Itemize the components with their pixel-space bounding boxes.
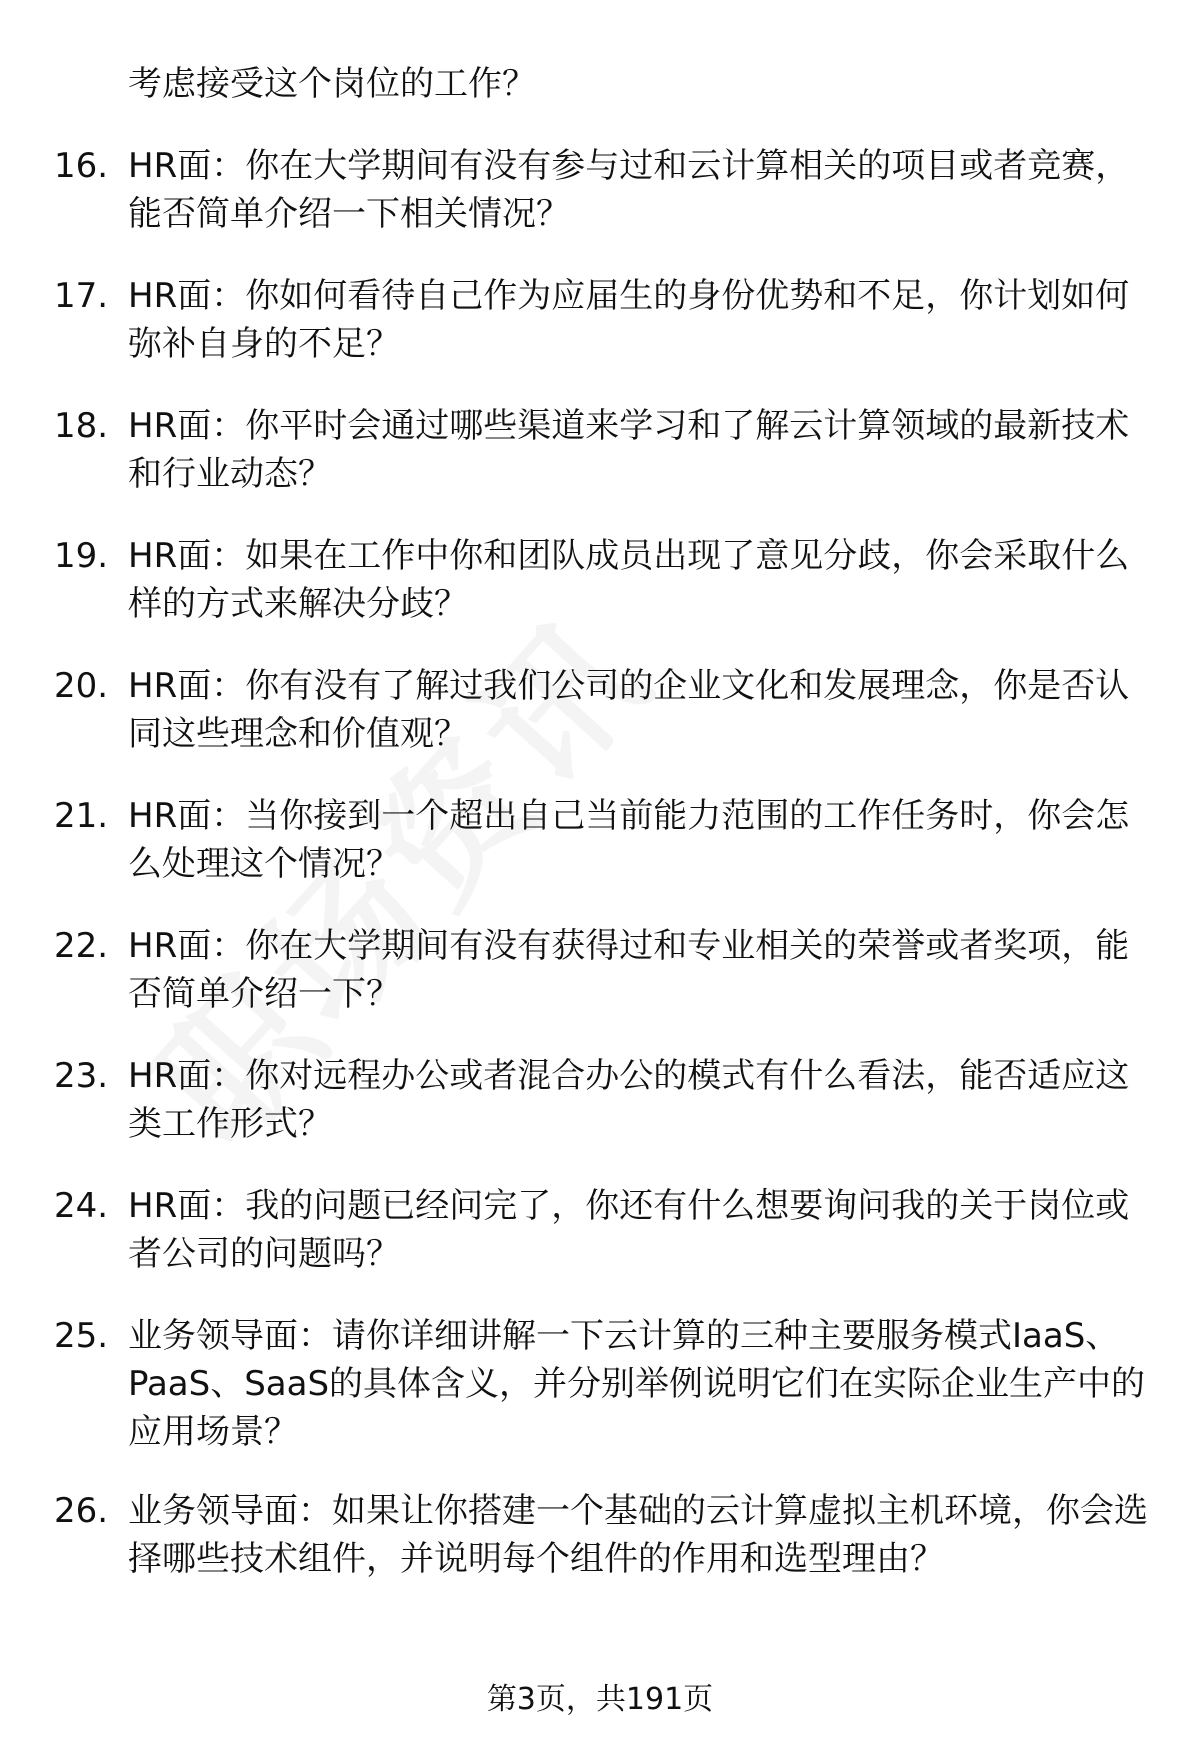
question-number: 19.: [54, 536, 109, 576]
question-text: HR面：当你接到一个超出自己当前能力范围的工作任务时，你会怎么处理这个情况？: [128, 796, 1130, 884]
question-number: 23.: [54, 1056, 109, 1096]
question-text: 业务领导面：如果让你搭建一个基础的云计算虚拟主机环境，你会选择哪些技术组件，并说明每个组件的作用和选型理由？: [128, 1491, 1148, 1579]
list-item: [0, 922, 1200, 1052]
page-footer: 第3页，共191页: [486, 1682, 714, 1717]
question-text: HR面：你平时会通过哪些渠道来学习和了解云计算领域的最新技术和行业动态？: [128, 406, 1130, 494]
question-text: HR面：你对远程办公或者混合办公的模式有什么看法，能否适应这类工作形式？: [128, 1056, 1130, 1144]
continuation-text: 考虑接受这个岗位的工作？: [128, 64, 536, 104]
list-item: [0, 272, 1200, 402]
question-number: 24.: [54, 1186, 109, 1226]
question-text: HR面：如果在工作中你和团队成员出现了意见分歧，你会采取什么样的方式来解决分歧？: [128, 536, 1130, 624]
list-item: [0, 1487, 1200, 1617]
list-item: [0, 532, 1200, 662]
question-number: 25.: [54, 1316, 109, 1356]
question-text: HR面：我的问题已经问完了，你还有什么想要询问我的关于岗位或者公司的问题吗？: [128, 1186, 1130, 1274]
list-item: [0, 402, 1200, 532]
list-item: [0, 1312, 1200, 1487]
question-number: 21.: [54, 796, 109, 836]
question-text: HR面：你在大学期间有没有获得过和专业相关的荣誉或者奖项，能否简单介绍一下？: [128, 926, 1130, 1014]
question-number: 16.: [54, 146, 109, 186]
question-text: HR面：你如何看待自己作为应届生的身份优势和不足，你计划如何弥补自身的不足？: [128, 276, 1130, 364]
question-list: [0, 142, 1200, 1617]
list-item: [0, 662, 1200, 792]
question-text: HR面：你有没有了解过我们公司的企业文化和发展理念，你是否认同这些理念和价值观？: [128, 666, 1130, 754]
question-number: 18.: [54, 406, 109, 446]
question-number: 20.: [54, 666, 109, 706]
question-number: 17.: [54, 276, 109, 316]
question-number: 26.: [54, 1491, 109, 1531]
list-item: [0, 792, 1200, 922]
list-item: [0, 142, 1200, 272]
question-text: HR面：你在大学期间有没有参与过和云计算相关的项目或者竞赛，能否简单介绍一下相关情况？: [128, 146, 1130, 234]
list-item: [0, 1182, 1200, 1312]
question-text: 业务领导面：请你详细讲解一下云计算的三种主要服务模式IaaS、PaaS、SaaS的具体含义，并分别举例说明它们在实际企业生产中的应用场景？: [128, 1316, 1146, 1452]
question-number: 22.: [54, 926, 109, 966]
list-item: [0, 1052, 1200, 1182]
